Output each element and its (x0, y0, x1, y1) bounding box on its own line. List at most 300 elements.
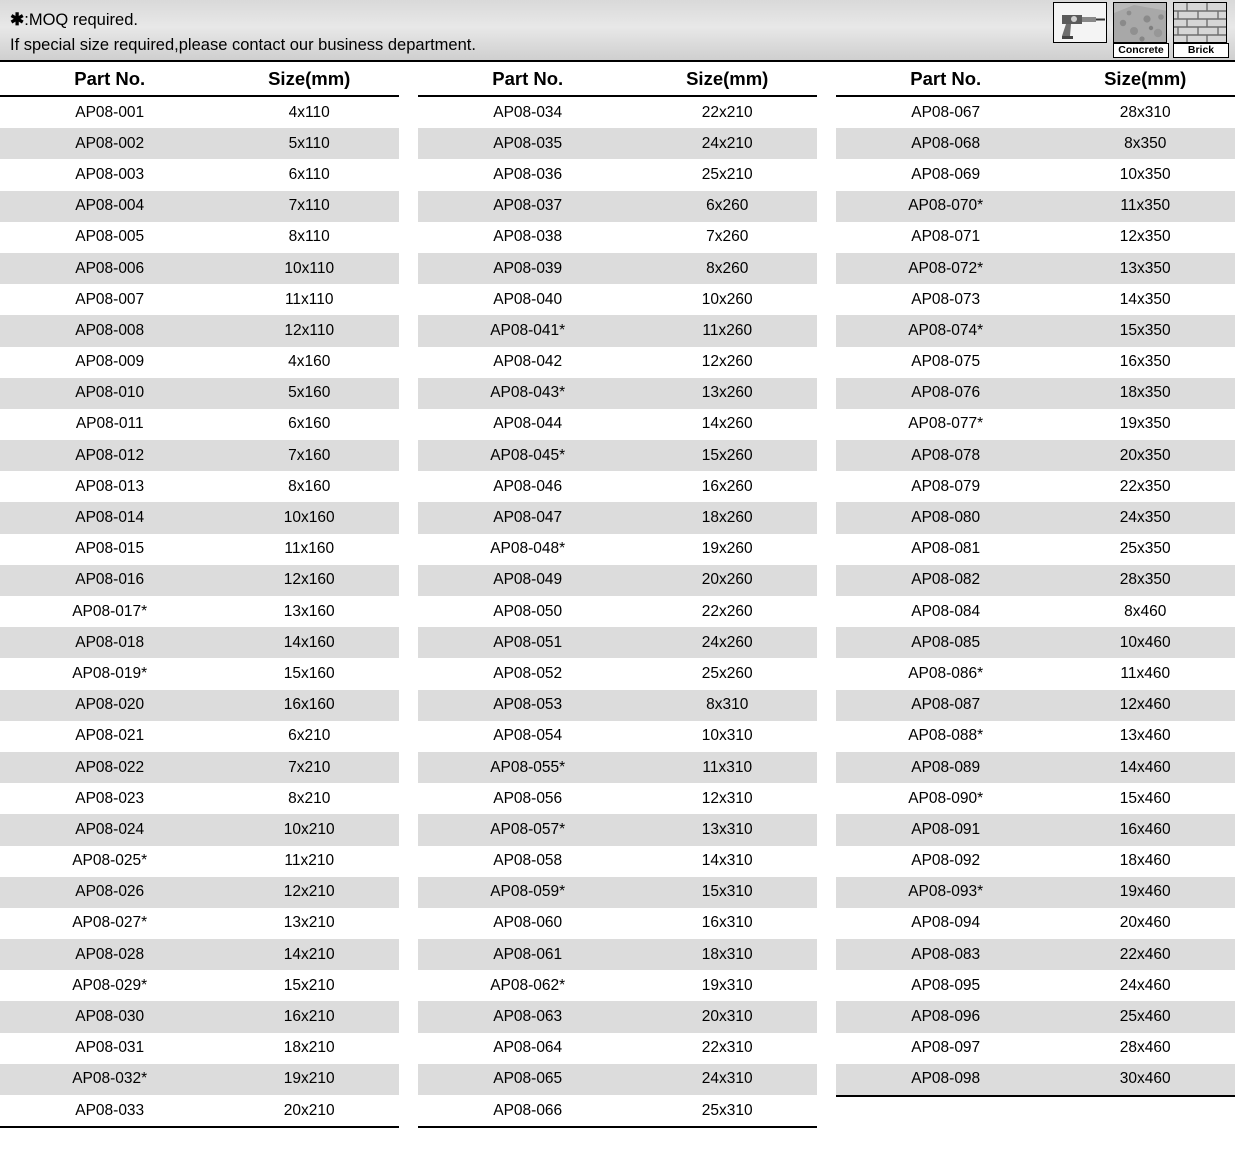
cell-part-no: AP08-060 (418, 908, 637, 939)
table-row (836, 315, 1235, 346)
cell-size: 10x460 (1055, 627, 1235, 658)
concrete-label: Concrete (1113, 43, 1169, 58)
table-row (836, 347, 1235, 378)
cell-part-no: AP08-096 (836, 1001, 1055, 1032)
cell-part-no: AP08-014 (0, 502, 219, 533)
cell-size: 10x310 (637, 721, 817, 752)
cell-size: 24x350 (1055, 502, 1235, 533)
cell-part-no: AP08-033 (0, 1095, 219, 1126)
cell-part-no: AP08-063 (418, 1001, 637, 1032)
cell-part-no: AP08-038 (418, 222, 637, 253)
cell-size: 20x260 (637, 565, 817, 596)
table-row (418, 409, 817, 440)
cell-size: 12x160 (219, 565, 399, 596)
table-row (418, 565, 817, 596)
table-row (0, 1064, 399, 1095)
cell-part-no: AP08-044 (418, 409, 637, 440)
cell-part-no: AP08-074* (836, 315, 1055, 346)
cell-size: 11x210 (219, 846, 399, 877)
brick-label: Brick (1173, 43, 1229, 58)
cell-size: 12x350 (1055, 222, 1235, 253)
cell-size: 8x260 (637, 253, 817, 284)
concrete-icon (1113, 2, 1167, 43)
table-row (418, 534, 817, 565)
cell-part-no: AP08-009 (0, 347, 219, 378)
cell-part-no: AP08-061 (418, 939, 637, 970)
cell-part-no: AP08-021 (0, 721, 219, 752)
asterisk-icon: ✱ (10, 10, 25, 29)
table-header-row (836, 62, 1235, 96)
cell-part-no: AP08-093* (836, 877, 1055, 908)
table-row (0, 814, 399, 845)
table-row (418, 502, 817, 533)
cell-part-no: AP08-041* (418, 315, 637, 346)
table-row (836, 502, 1235, 533)
table-row (0, 253, 399, 284)
cell-size: 24x210 (637, 128, 817, 159)
cell-size: 28x350 (1055, 565, 1235, 596)
cell-part-no: AP08-032* (0, 1064, 219, 1095)
cell-size: 20x460 (1055, 908, 1235, 939)
table-row (418, 440, 817, 471)
cell-size: 19x210 (219, 1064, 399, 1095)
cell-part-no: AP08-055* (418, 752, 637, 783)
cell-part-no: AP08-024 (0, 814, 219, 845)
cell-part-no: AP08-043* (418, 378, 637, 409)
cell-part-no: AP08-070* (836, 191, 1055, 222)
cell-size: 13x460 (1055, 721, 1235, 752)
cell-size: 6x110 (219, 159, 399, 190)
cell-size: 6x260 (637, 191, 817, 222)
table-row (418, 1064, 817, 1095)
cell-part-no: AP08-082 (836, 565, 1055, 596)
cell-part-no: AP08-010 (0, 378, 219, 409)
table-row (418, 752, 817, 783)
cell-part-no: AP08-088* (836, 721, 1055, 752)
table-row (0, 1095, 399, 1126)
header-part-no: Part No. (418, 62, 637, 96)
table-row (836, 627, 1235, 658)
cell-part-no: AP08-092 (836, 846, 1055, 877)
cell-part-no: AP08-068 (836, 128, 1055, 159)
table-row (836, 1001, 1235, 1032)
icon-box-brick (1173, 2, 1229, 58)
cell-size: 25x210 (637, 159, 817, 190)
table-row (418, 284, 817, 315)
cell-size: 14x260 (637, 409, 817, 440)
table-row (836, 128, 1235, 159)
cell-size: 8x210 (219, 783, 399, 814)
cell-size: 8x160 (219, 471, 399, 502)
cell-part-no: AP08-003 (0, 159, 219, 190)
table-row (836, 253, 1235, 284)
parts-table-3-body (836, 96, 1235, 1095)
cell-size: 22x310 (637, 1033, 817, 1064)
cell-part-no: AP08-054 (418, 721, 637, 752)
table-bottom-rule (836, 1095, 1235, 1097)
cell-part-no: AP08-019* (0, 658, 219, 689)
cell-part-no: AP08-047 (418, 502, 637, 533)
cell-part-no: AP08-029* (0, 970, 219, 1001)
cell-part-no: AP08-084 (836, 596, 1055, 627)
cell-part-no: AP08-007 (0, 284, 219, 315)
cell-part-no: AP08-073 (836, 284, 1055, 315)
icon-box-drill (1053, 2, 1109, 56)
table-row (836, 565, 1235, 596)
parts-table-column-2 (418, 62, 817, 1128)
table-row (0, 721, 399, 752)
cell-size: 7x260 (637, 222, 817, 253)
cell-part-no: AP08-058 (418, 846, 637, 877)
table-row (0, 222, 399, 253)
table-row (0, 1001, 399, 1032)
table-row (0, 846, 399, 877)
cell-size: 16x210 (219, 1001, 399, 1032)
cell-part-no: AP08-090* (836, 783, 1055, 814)
header-part-no: Part No. (0, 62, 219, 96)
table-row (836, 96, 1235, 128)
table-row (0, 159, 399, 190)
table-row (418, 191, 817, 222)
table-row (418, 378, 817, 409)
table-row (418, 658, 817, 689)
table-row (418, 970, 817, 1001)
table-row (836, 690, 1235, 721)
table-row (0, 471, 399, 502)
table-row (418, 908, 817, 939)
cell-part-no: AP08-057* (418, 814, 637, 845)
table-row (0, 284, 399, 315)
cell-size: 13x160 (219, 596, 399, 627)
cell-part-no: AP08-048* (418, 534, 637, 565)
cell-part-no: AP08-027* (0, 908, 219, 939)
cell-size: 15x260 (637, 440, 817, 471)
cell-size: 20x210 (219, 1095, 399, 1126)
table-row (836, 877, 1235, 908)
cell-part-no: AP08-067 (836, 96, 1055, 128)
note-line-2: If special size required,please contact our business department. (10, 36, 476, 54)
cell-size: 11x310 (637, 752, 817, 783)
cell-part-no: AP08-098 (836, 1064, 1055, 1095)
table-row (836, 1064, 1235, 1095)
cell-part-no: AP08-042 (418, 347, 637, 378)
note-bar (0, 0, 1235, 62)
parts-table-2 (418, 62, 817, 1126)
table-row (0, 378, 399, 409)
parts-table-2-body (418, 96, 817, 1126)
table-row (0, 908, 399, 939)
table-row (418, 347, 817, 378)
cell-size: 5x110 (219, 128, 399, 159)
table-row (0, 627, 399, 658)
cell-part-no: AP08-040 (418, 284, 637, 315)
cell-size: 15x160 (219, 658, 399, 689)
table-row (418, 596, 817, 627)
header-size: Size(mm) (1055, 62, 1235, 96)
cell-part-no: AP08-080 (836, 502, 1055, 533)
cell-part-no: AP08-013 (0, 471, 219, 502)
cell-part-no: AP08-097 (836, 1033, 1055, 1064)
cell-size: 14x460 (1055, 752, 1235, 783)
table-row (836, 939, 1235, 970)
table-row (418, 939, 817, 970)
cell-part-no: AP08-052 (418, 658, 637, 689)
cell-size: 15x310 (637, 877, 817, 908)
cell-part-no: AP08-011 (0, 409, 219, 440)
table-row (836, 752, 1235, 783)
table-row (836, 596, 1235, 627)
table-row (418, 721, 817, 752)
cell-part-no: AP08-031 (0, 1033, 219, 1064)
cell-part-no: AP08-037 (418, 191, 637, 222)
table-row (418, 128, 817, 159)
note-line-1-text: :MOQ required. (24, 11, 138, 29)
cell-size: 11x350 (1055, 191, 1235, 222)
table-row (418, 96, 817, 128)
cell-part-no: AP08-028 (0, 939, 219, 970)
table-row (0, 658, 399, 689)
cell-part-no: AP08-008 (0, 315, 219, 346)
table-row (0, 596, 399, 627)
cell-size: 16x260 (637, 471, 817, 502)
table-row (0, 96, 399, 128)
cell-part-no: AP08-049 (418, 565, 637, 596)
cell-part-no: AP08-091 (836, 814, 1055, 845)
cell-size: 25x310 (637, 1095, 817, 1126)
cell-size: 10x260 (637, 284, 817, 315)
table-header-row (418, 62, 817, 96)
cell-size: 15x460 (1055, 783, 1235, 814)
cell-part-no: AP08-076 (836, 378, 1055, 409)
table-row (418, 253, 817, 284)
cell-size: 8x310 (637, 690, 817, 721)
cell-size: 11x260 (637, 315, 817, 346)
cell-part-no: AP08-020 (0, 690, 219, 721)
cell-size: 16x310 (637, 908, 817, 939)
cell-part-no: AP08-087 (836, 690, 1055, 721)
cell-size: 12x310 (637, 783, 817, 814)
cell-part-no: AP08-015 (0, 534, 219, 565)
cell-size: 18x310 (637, 939, 817, 970)
cell-part-no: AP08-071 (836, 222, 1055, 253)
cell-size: 12x110 (219, 315, 399, 346)
header-size: Size(mm) (637, 62, 817, 96)
table-row (418, 1001, 817, 1032)
table-row (0, 752, 399, 783)
cell-part-no: AP08-051 (418, 627, 637, 658)
parts-table-column-1 (0, 62, 399, 1128)
cell-part-no: AP08-066 (418, 1095, 637, 1126)
cell-part-no: AP08-069 (836, 159, 1055, 190)
table-row (0, 502, 399, 533)
cell-part-no: AP08-083 (836, 939, 1055, 970)
cell-size: 22x260 (637, 596, 817, 627)
table-bottom-rule (418, 1126, 817, 1128)
table-row (0, 939, 399, 970)
cell-part-no: AP08-078 (836, 440, 1055, 471)
cell-part-no: AP08-005 (0, 222, 219, 253)
table-row (836, 970, 1235, 1001)
cell-size: 18x350 (1055, 378, 1235, 409)
cell-size: 11x460 (1055, 658, 1235, 689)
hammer-drill-icon (1053, 2, 1107, 43)
table-row (418, 690, 817, 721)
table-row (836, 534, 1235, 565)
table-row (418, 783, 817, 814)
table-row (836, 658, 1235, 689)
cell-size: 19x310 (637, 970, 817, 1001)
cell-part-no: AP08-045* (418, 440, 637, 471)
cell-size: 8x350 (1055, 128, 1235, 159)
table-row (418, 222, 817, 253)
cell-part-no: AP08-035 (418, 128, 637, 159)
note-text (0, 0, 1235, 58)
cell-part-no: AP08-030 (0, 1001, 219, 1032)
cell-size: 16x350 (1055, 347, 1235, 378)
cell-size: 22x460 (1055, 939, 1235, 970)
table-row (0, 128, 399, 159)
cell-size: 6x160 (219, 409, 399, 440)
cell-part-no: AP08-081 (836, 534, 1055, 565)
cell-size: 7x210 (219, 752, 399, 783)
table-row (836, 846, 1235, 877)
table-row (0, 440, 399, 471)
cell-part-no: AP08-022 (0, 752, 219, 783)
cell-part-no: AP08-085 (836, 627, 1055, 658)
cell-part-no: AP08-065 (418, 1064, 637, 1095)
cell-size: 19x260 (637, 534, 817, 565)
cell-size: 11x160 (219, 534, 399, 565)
cell-size: 6x210 (219, 721, 399, 752)
header-part-no: Part No. (836, 62, 1055, 96)
cell-size: 22x350 (1055, 471, 1235, 502)
cell-part-no: AP08-072* (836, 253, 1055, 284)
parts-table-1 (0, 62, 399, 1126)
cell-part-no: AP08-075 (836, 347, 1055, 378)
table-row (0, 347, 399, 378)
table-row (836, 814, 1235, 845)
cell-part-no: AP08-001 (0, 96, 219, 128)
cell-part-no: AP08-062* (418, 970, 637, 1001)
cell-size: 14x210 (219, 939, 399, 970)
cell-size: 10x160 (219, 502, 399, 533)
cell-size: 14x310 (637, 846, 817, 877)
cell-part-no: AP08-016 (0, 565, 219, 596)
cell-size: 16x160 (219, 690, 399, 721)
cell-size: 24x310 (637, 1064, 817, 1095)
cell-part-no: AP08-089 (836, 752, 1055, 783)
header-size: Size(mm) (219, 62, 399, 96)
cell-size: 8x110 (219, 222, 399, 253)
table-row (836, 409, 1235, 440)
cell-part-no: AP08-095 (836, 970, 1055, 1001)
table-row (836, 440, 1235, 471)
cell-size: 14x350 (1055, 284, 1235, 315)
cell-size: 25x350 (1055, 534, 1235, 565)
cell-size: 7x160 (219, 440, 399, 471)
cell-size: 19x350 (1055, 409, 1235, 440)
cell-part-no: AP08-050 (418, 596, 637, 627)
hammer-drill-svg (1054, 3, 1107, 43)
cell-size: 25x260 (637, 658, 817, 689)
cell-part-no: AP08-025* (0, 846, 219, 877)
table-row (836, 159, 1235, 190)
table-row (0, 191, 399, 222)
icon-box-concrete (1113, 2, 1169, 58)
cell-size: 20x310 (637, 1001, 817, 1032)
parts-tables (0, 62, 1235, 1128)
brick-svg (1174, 3, 1227, 43)
table-row (418, 814, 817, 845)
cell-part-no: AP08-094 (836, 908, 1055, 939)
table-row (836, 1033, 1235, 1064)
cell-part-no: AP08-059* (418, 877, 637, 908)
cell-size: 18x210 (219, 1033, 399, 1064)
table-row (836, 222, 1235, 253)
cell-size: 12x460 (1055, 690, 1235, 721)
cell-size: 28x310 (1055, 96, 1235, 128)
cell-part-no: AP08-023 (0, 783, 219, 814)
brick-icon (1173, 2, 1227, 43)
cell-size: 15x350 (1055, 315, 1235, 346)
cell-size: 25x460 (1055, 1001, 1235, 1032)
cell-size: 13x260 (637, 378, 817, 409)
table-row (418, 1095, 817, 1126)
table-row (836, 378, 1235, 409)
cell-part-no: AP08-086* (836, 658, 1055, 689)
cell-size: 8x460 (1055, 596, 1235, 627)
cell-part-no: AP08-079 (836, 471, 1055, 502)
cell-size: 13x210 (219, 908, 399, 939)
parts-table-1-body (0, 96, 399, 1126)
table-row (836, 721, 1235, 752)
cell-part-no: AP08-036 (418, 159, 637, 190)
cell-size: 24x260 (637, 627, 817, 658)
table-row (418, 315, 817, 346)
cell-part-no: AP08-017* (0, 596, 219, 627)
cell-size: 10x110 (219, 253, 399, 284)
table-row (0, 534, 399, 565)
cell-part-no: AP08-006 (0, 253, 219, 284)
table-row (836, 471, 1235, 502)
cell-part-no: AP08-064 (418, 1033, 637, 1064)
table-row (418, 1033, 817, 1064)
cell-part-no: AP08-034 (418, 96, 637, 128)
table-row (418, 471, 817, 502)
cell-size: 4x160 (219, 347, 399, 378)
cell-size: 13x350 (1055, 253, 1235, 284)
cell-part-no: AP08-018 (0, 627, 219, 658)
table-row (836, 783, 1235, 814)
cell-part-no: AP08-053 (418, 690, 637, 721)
cell-size: 24x460 (1055, 970, 1235, 1001)
cell-size: 10x210 (219, 814, 399, 845)
cell-size: 20x350 (1055, 440, 1235, 471)
parts-table-3 (836, 62, 1235, 1095)
table-row (0, 690, 399, 721)
table-row (0, 565, 399, 596)
cell-size: 10x350 (1055, 159, 1235, 190)
cell-size: 4x110 (219, 96, 399, 128)
table-row (836, 908, 1235, 939)
cell-part-no: AP08-012 (0, 440, 219, 471)
cell-size: 12x210 (219, 877, 399, 908)
cell-size: 5x160 (219, 378, 399, 409)
cell-size: 19x460 (1055, 877, 1235, 908)
table-row (836, 284, 1235, 315)
icon-caption-spacer (1053, 43, 1109, 56)
cell-part-no: AP08-004 (0, 191, 219, 222)
